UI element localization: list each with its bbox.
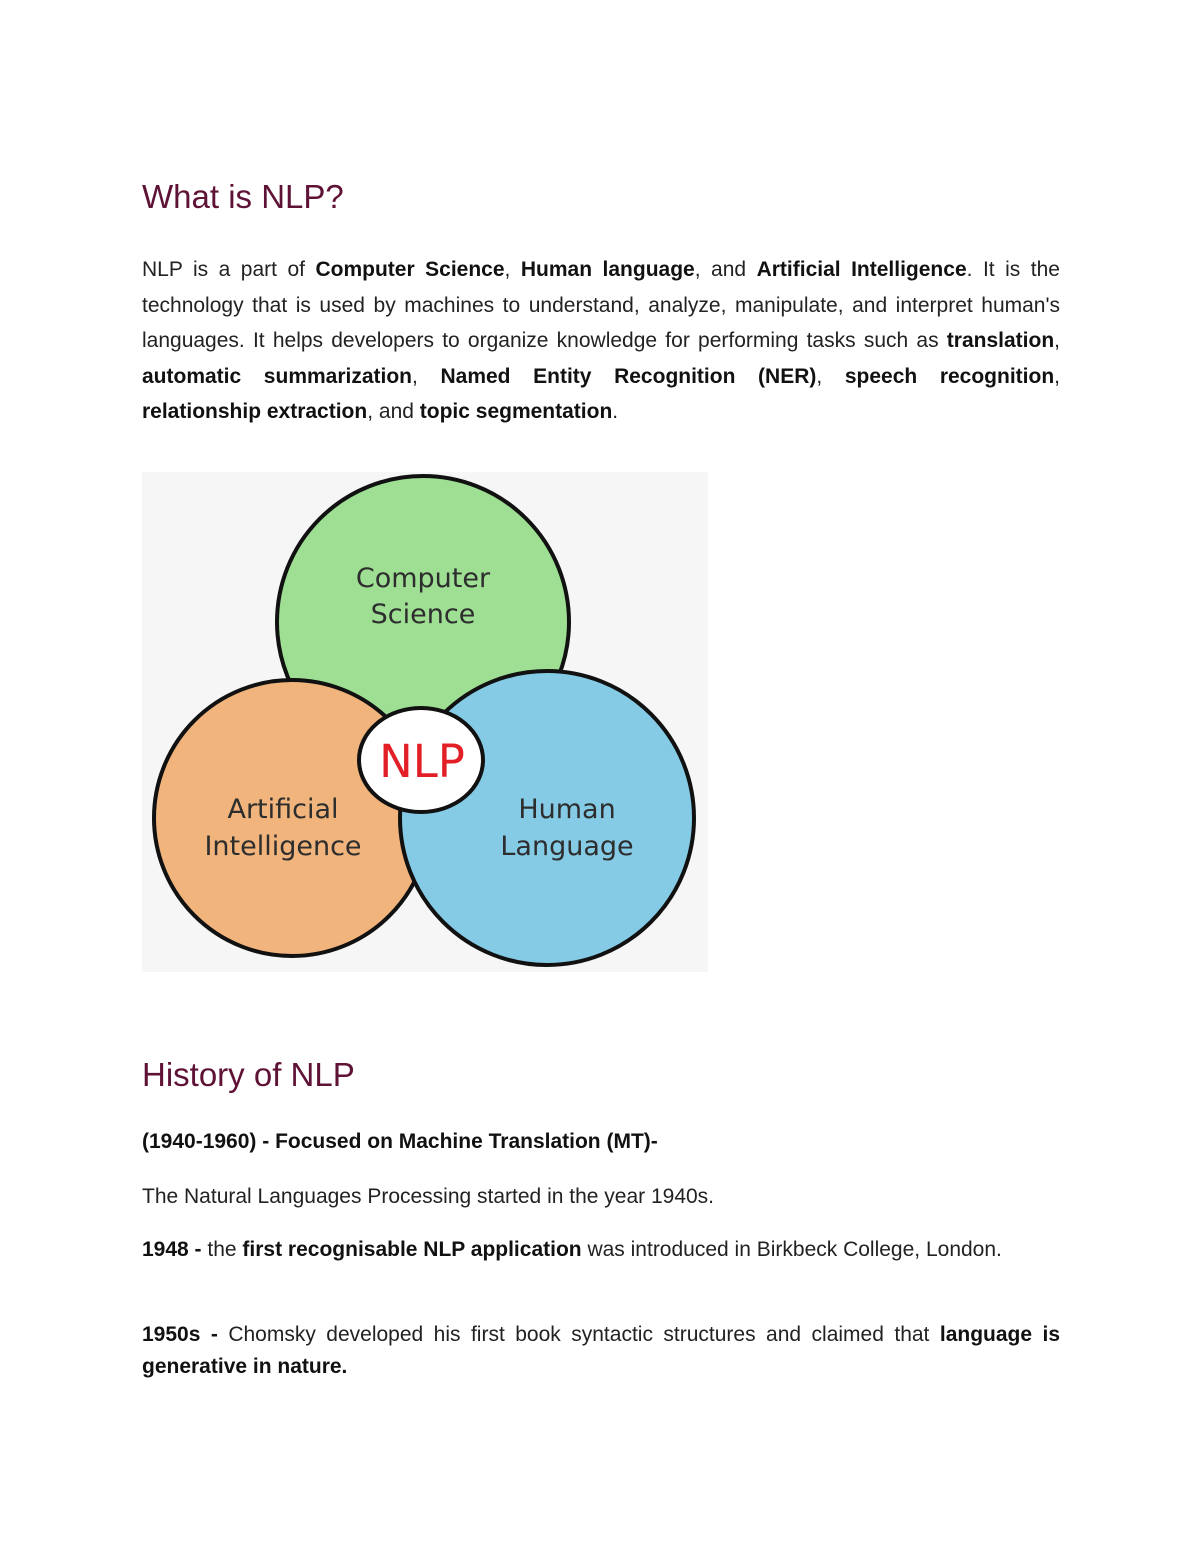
bold-term: language is generative in nature. — [142, 1323, 1061, 1378]
artificial-intelligence-label-line1: Artificial — [227, 794, 339, 825]
history-item-1948 — [142, 1234, 1060, 1266]
nlp-venn-diagram — [142, 472, 708, 972]
bold-term: automatic summarization — [142, 364, 413, 388]
text-run: , and — [694, 258, 757, 281]
nlp-center-label: NLP — [379, 735, 465, 788]
computer-science-label-line2: Science — [370, 599, 476, 630]
text-run: NLP is a part of — [142, 258, 316, 281]
venn-svg — [142, 472, 708, 972]
bold-term: translation — [946, 329, 1055, 352]
text-run: , — [412, 364, 441, 388]
human-language-label-line1: Human — [518, 794, 616, 825]
text-run: , — [816, 364, 845, 388]
section-heading-history-of-nlp: History of NLP — [142, 1056, 355, 1093]
history-item-1940-1960 — [142, 1126, 1060, 1158]
history-item-1940s — [142, 1181, 1060, 1213]
text-run: Chomsky developed his first book syntactic structures and claimed that — [217, 1323, 940, 1346]
history-item-bold: (1940-1960) - Focused on Machine Translation (MT)- — [142, 1130, 658, 1153]
intro-paragraph — [142, 252, 1060, 430]
text-run: was introduced in Birkbeck College, London. — [581, 1238, 1002, 1261]
bold-term: speech recognition — [844, 364, 1055, 388]
text-run: the — [201, 1238, 243, 1261]
text-run: , — [1054, 329, 1060, 352]
human-language-label-line2: Language — [500, 831, 634, 862]
text-run: The Natural Languages Processing started in the year 1940s. — [142, 1185, 715, 1208]
bold-term: first recognisable NLP application — [242, 1238, 582, 1261]
text-run: , — [1054, 364, 1060, 388]
text-run: , — [504, 258, 521, 281]
history-year: 1948 - — [142, 1238, 202, 1261]
section-heading-what-is-nlp: What is NLP? — [142, 178, 344, 215]
bold-term: relationship extraction — [142, 400, 368, 423]
bold-term: Computer Science — [315, 258, 505, 281]
computer-science-label-line1: Computer — [355, 563, 491, 594]
bold-term: Named Entity Recognition (NER) — [440, 364, 817, 388]
text-run: . It is the technology that is used by machines to understand, analyze, manipulate, and interpret human's languages. It helps developers to organize knowledge for performing tasks such as — [142, 258, 1060, 352]
artificial-intelligence-label-line2: Intelligence — [204, 831, 362, 862]
bold-term: Human language — [520, 258, 695, 281]
text-run: , and — [367, 400, 420, 423]
history-item-1950s — [142, 1319, 1060, 1383]
bold-term: Artificial Intelligence — [756, 258, 967, 281]
history-year: 1950s - — [142, 1323, 218, 1346]
text-run: . — [612, 400, 619, 423]
bold-term: topic segmentation — [419, 400, 613, 423]
